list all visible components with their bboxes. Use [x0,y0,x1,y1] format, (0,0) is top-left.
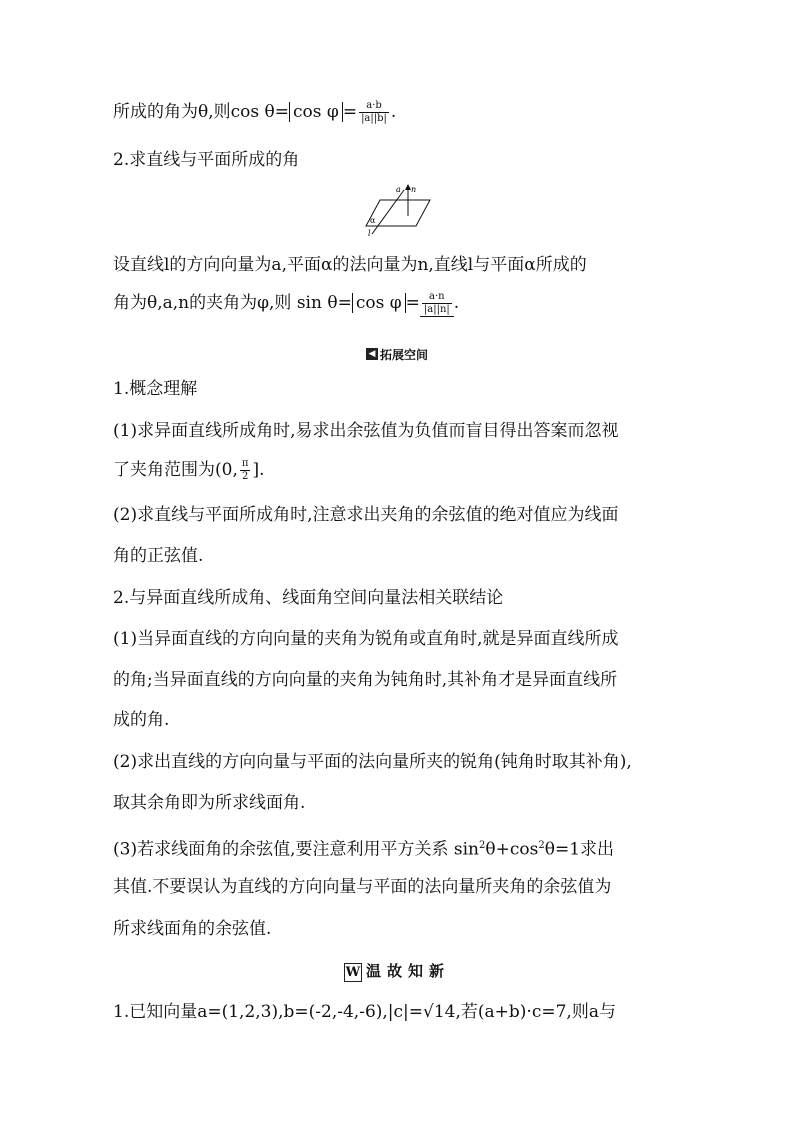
abs-cos: cos φ [352,293,406,313]
formula-line-1 [113,100,396,125]
formula-line-2 [113,291,459,317]
exponent: 2 [479,840,486,851]
denominator: 2 [241,471,249,482]
denominator: |a||b| [361,113,387,124]
denominator: |a||n| [423,304,450,315]
numerator: a·n [422,291,452,304]
formula-line-3 [113,458,264,483]
text: 了夹角范围为(0, [113,460,238,480]
section-heading: 2.与异面直线所成角、线面角空间向量法相关联结论 [113,588,504,608]
text: (3)若求线面角的余弦值,要注意利用平方关系 sin [113,839,479,860]
text: 1.已知向量a=(1,2,3),b=(-2,-4,-6),|c|= [113,1002,424,1022]
paragraph-line: 取其余角即为所求线面角. [113,793,306,813]
fraction [240,458,251,483]
label-alpha: α [370,216,376,225]
paragraph-line: (1)当异面直线的方向向量的夹角为锐角或直角时,就是异面直线所成 [113,629,619,649]
expand-title-text: 拓展空间 [379,347,428,362]
label-l: l [368,229,371,238]
review-title-text: 温故知新 [365,962,450,980]
paragraph-line: (2)求出直线的方向向量与平面的法向量所夹的锐角(钝角时取其补角), [113,752,632,772]
abs-cos: cos φ [289,102,343,122]
paragraph-line: 成的角. [113,710,170,730]
line-l [372,190,404,234]
paragraph-line: (1)求异面直线所成角时,易求出余弦值为负值而盲目得出答案而忽视 [113,421,619,441]
formula-line-4 [113,834,614,862]
question-line [113,1000,616,1024]
exponent: 2 [538,840,545,851]
speaker-icon: ◀ [366,348,378,360]
heading-line-plane-angle: 2.求直线与平面所成的角 [113,150,300,170]
sqrt-value: √14 [423,1002,456,1022]
paragraph-line: 角的正弦值. [113,546,204,566]
numerator: a·b [359,100,389,113]
review-section-title [0,960,794,982]
paragraph-line: 设直线l的方向向量为a,平面α的法向量为n,直线l与平面α所成的 [113,255,587,275]
section-heading: 1.概念理解 [113,379,198,399]
text: θ=1求出 [544,839,615,860]
expand-section-title [0,341,794,363]
text: 角为θ,a,n的夹角为φ,则 sin θ= [113,293,352,313]
text: ,若(a+b)·c=7,则a与 [455,1002,616,1022]
bracket-end: ]. [252,460,265,480]
label-n: n [411,185,417,194]
period: . [390,102,397,122]
equals: = [342,102,358,122]
fraction [359,100,389,125]
equals: = [405,293,420,313]
label-a: a [396,185,401,194]
paragraph-line: (2)求直线与平面所成角时,注意求出夹角的余弦值的绝对值应为线面 [113,505,619,525]
paragraph-line: 的角;当异面直线的方向向量的夹角为钝角时,其补角才是异面直线所 [113,670,618,690]
w-logo-icon: W [345,965,361,980]
line-plane-figure [360,182,440,238]
fraction [422,291,452,316]
numerator: π [241,458,249,469]
text: 所成的角为θ,则cos θ= [113,102,290,122]
period: . [453,293,460,313]
paragraph-line: 其值.不要误认为直线的方向向量与平面的法向量所夹角的余弦值为 [113,877,612,897]
paragraph-line: 所求线面角的余弦值. [113,919,272,939]
text: θ+cos [485,839,539,860]
plane-shape [366,200,430,226]
